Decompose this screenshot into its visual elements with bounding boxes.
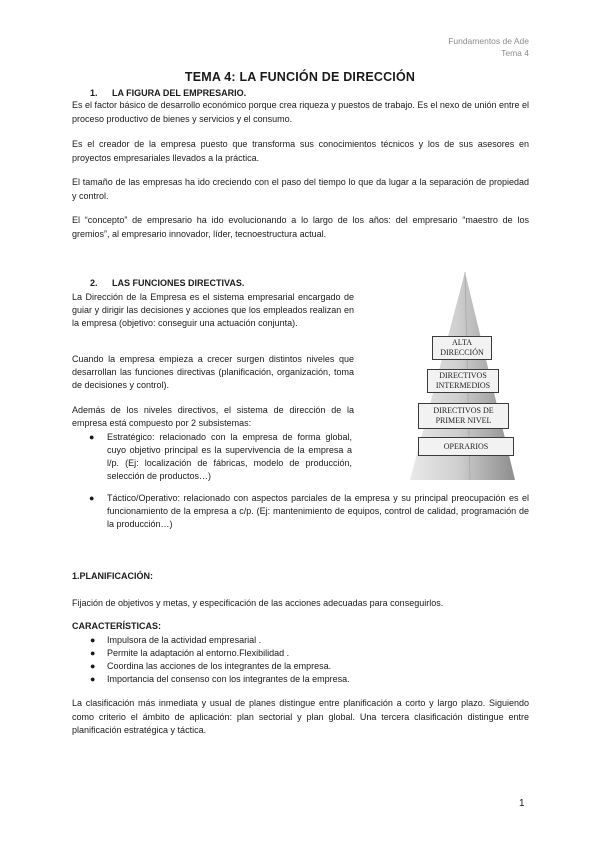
level-line: INTERMEDIOS [435, 381, 491, 390]
bullet-icon: ● [90, 635, 96, 645]
section2-paragraph-3: Además de los niveles directivos, el sistema de dirección de la empresa está compuesto por 2 subsistemas: [72, 405, 354, 428]
list-item [90, 673, 350, 686]
level-line: OPERARIOS [443, 441, 489, 451]
section2-number: 2. [90, 278, 98, 288]
header-unit: Tema 4 [501, 48, 529, 58]
list-item [90, 634, 350, 647]
section2-paragraph-2: Cuando la empresa empieza a crecer surgen distintos niveles que desarrollan las funciones directivas (planificación, organización, toma de decisiones y control). [72, 354, 354, 390]
pyramid-level-operarios [418, 437, 514, 456]
section1-heading [90, 88, 246, 98]
bullet-icon: ● [90, 661, 96, 671]
page-number: 1 [519, 798, 525, 809]
level-line: DIRECTIVOS [439, 371, 487, 380]
bullet-icon: ● [89, 493, 95, 503]
list-item [90, 647, 350, 660]
bullet-icon: ● [89, 432, 95, 442]
bullet-estrategico-text: Estratégico: relacionado con la empresa de forma global, cuyo objetivo principal es la supervivencia de la empresa a l/p. (Ej: localización de fábricas, modelo de producción, selección de productos…) [107, 432, 352, 481]
section1-number: 1. [90, 88, 98, 98]
characteristics-heading: CARACTERÍSTICAS: [72, 621, 161, 631]
list-item-text: Importancia del consenso con los integrantes de la empresa. [107, 674, 350, 684]
bullet-icon: ● [90, 648, 96, 658]
level-line: DIRECTIVOS DE [433, 406, 494, 415]
section1-paragraph-2: Es el creador de la empresa puesto que transforma sus conocimientos técnicos y los de sus asesores en proyectos empresariales llevados a la práctica. [72, 139, 529, 163]
list-item-text: Permite la adaptación al entorno.Flexibilidad . [107, 648, 290, 658]
section2-heading [90, 278, 244, 288]
pyramid-level-primer-nivel [418, 403, 509, 429]
header-subject: Fundamentos de Ade [448, 36, 529, 46]
planificacion-heading: 1.PLANIFICACIÓN: [72, 571, 153, 581]
section1-title: LA FIGURA DEL EMPRESARIO. [112, 88, 247, 98]
bullet-tactico-text: Táctico/Operativo: relacionado con aspectos parciales de la empresa y su principal preocupación es el funcionamiento de la empresa a c/p. (Ej: mantenimiento de equipos, control de calidad, programación de la producción…) [107, 493, 529, 529]
list-item-text: Impulsora de la actividad empresarial . [107, 635, 262, 645]
section1-paragraph-4: El “concepto” de empresario ha ido evolucionando a lo largo de los años: del empresario “maestro de los gremios”, al empresario innovador, líder, tecnoestructura actual. [72, 215, 529, 239]
section2-paragraph-1: La Dirección de la Empresa es el sistema empresarial encargado de guiar y dirigir las decisiones y acciones que los empleados realizan en la empresa (objetivo: conseguir una actuación conjunta). [72, 292, 354, 328]
level-line: ALTA [452, 338, 472, 347]
level-line: DIRECCIÓN [440, 348, 484, 357]
level-line: PRIMER NIVEL [435, 416, 492, 425]
page-title: TEMA 4: LA FUNCIÓN DE DIRECCIÓN [184, 70, 416, 84]
section1-paragraph-3: El tamaño de las empresas ha ido creciendo con el paso del tiempo lo que da lugar a la separación de propiedad y control. [72, 177, 529, 201]
bullet-tactico [89, 492, 529, 531]
section2-title: LAS FUNCIONES DIRECTIVAS. [112, 278, 245, 288]
pyramid-level-alta-direccion [432, 336, 492, 360]
characteristics-list [90, 634, 350, 686]
planificacion-closing: La clasificación más inmediata y usual de planes distingue entre planificación a corto y largo plazo. Siguiendo como criterio el ámbito de aplicación: plan sectorial y plan global. Una tercera clasificación distingue entre planificación estratégica y táctica. [72, 698, 529, 735]
bullet-estrategico [89, 431, 352, 483]
list-item-text: Coordina las acciones de los integrantes de la empresa. [107, 661, 332, 671]
pyramid-level-directivos-intermedios [427, 369, 499, 393]
list-item [90, 660, 350, 673]
section1-paragraph-1: Es el factor básico de desarrollo económico porque crea riqueza y puestos de trabajo. Es el nexo de unión entre el proceso productivo de bienes y servicios y el consumo. [72, 100, 529, 124]
planificacion-definition: Fijación de objetivos y metas, y especificación de las acciones adecuadas para conseguirlos. [72, 598, 444, 608]
bullet-icon: ● [90, 674, 96, 684]
